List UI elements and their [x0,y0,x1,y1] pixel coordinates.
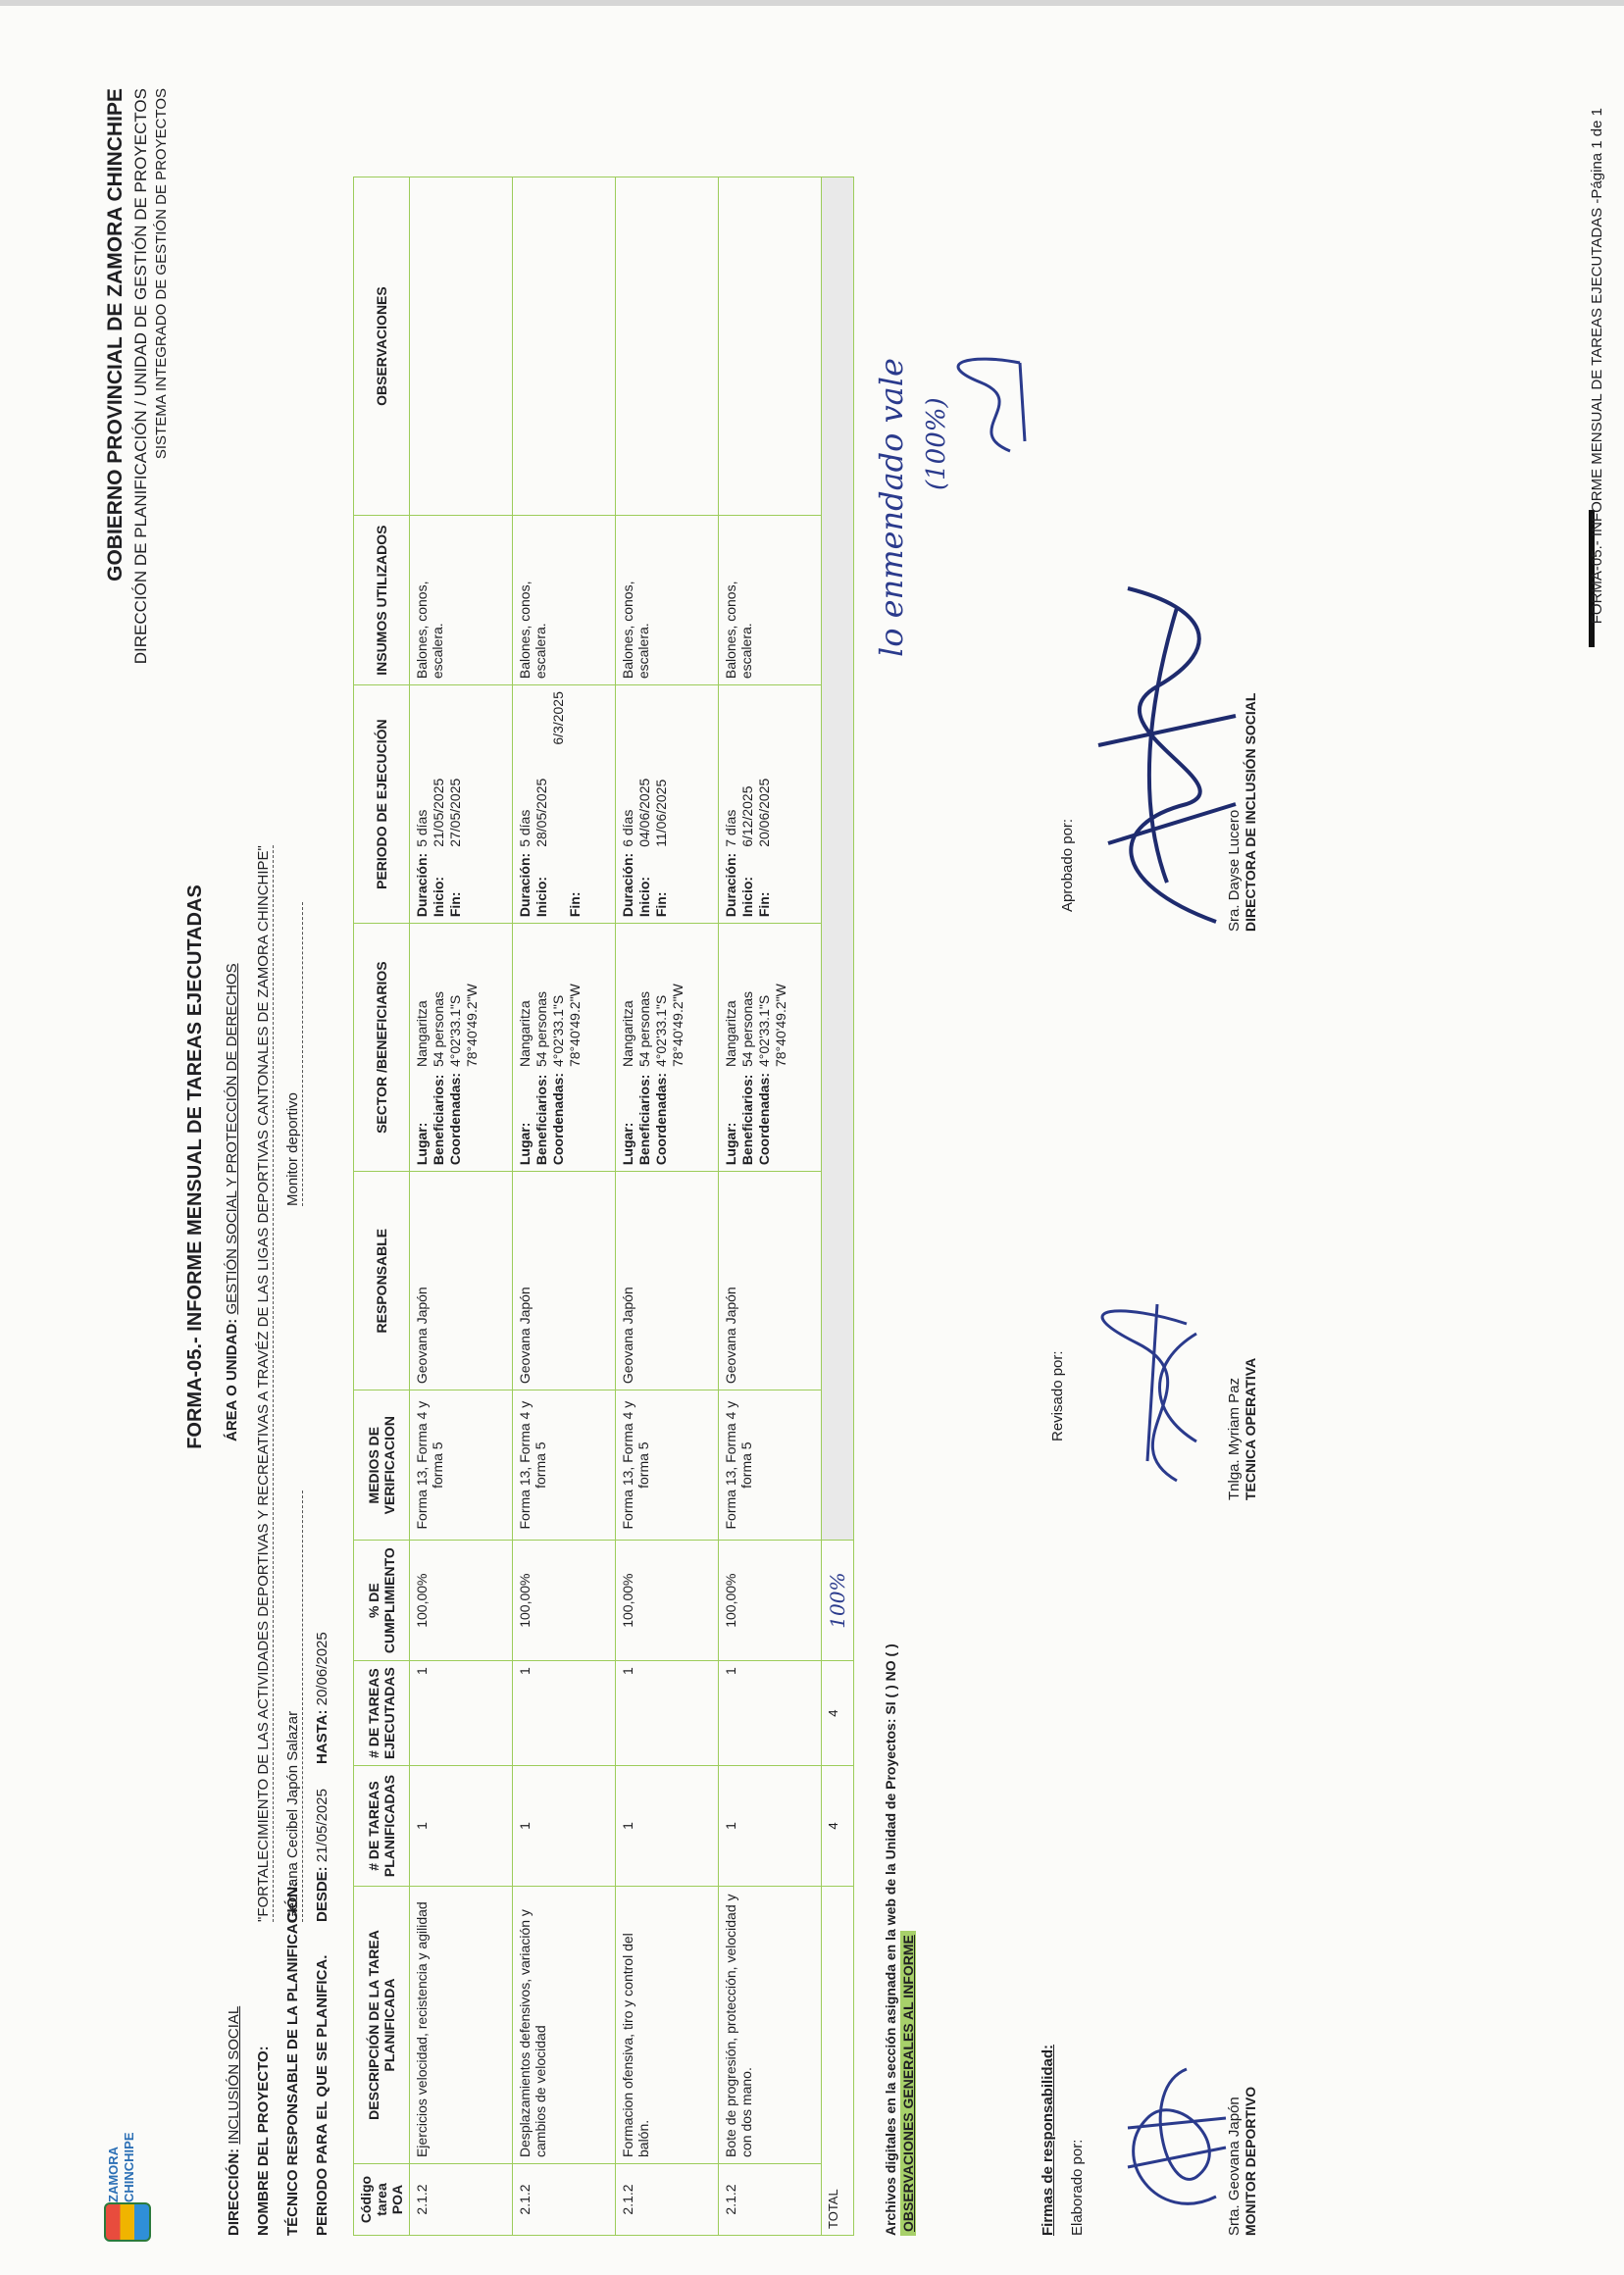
cell-observaciones [513,177,616,516]
revisado-name: Tnlga. Myriam Paz [1226,1377,1243,1500]
desde-value: 21/05/2025 [314,1789,330,1863]
sistema-heading: SISTEMA INTEGRADO DE GESTIÓN DE PROYECTOS [153,88,170,460]
lugar-label: Lugar: [414,1122,431,1166]
cell-sector [410,924,513,1172]
revisado-role: TECNICA OPERATIVA [1243,1357,1258,1500]
direccion-row [226,2006,242,2236]
cell-insumos: Balones, conos, escalera. [410,516,513,685]
coord-value: 4°02'33.1"S 78°40'49.2"W [446,984,480,1068]
cell-medios: Forma 13, Forma 4 y forma 5 [616,1390,719,1541]
tasks-table [353,177,854,2236]
duracion-label: Duración: [620,852,636,918]
zamora-chinchipe-logo [98,2132,153,2242]
area-line [224,963,240,1441]
aprobado-label: Aprobado por: [1059,818,1076,912]
benef-value: 54 personas [636,990,653,1068]
inicio-label: Inicio: [739,876,756,918]
table-header-row [354,177,410,2236]
hasta-label: HASTA: [314,1709,330,1765]
cell-cumplimiento: 100,00% [616,1541,719,1661]
total-label: TOTAL [822,1887,854,2236]
observaciones-generales: OBSERVACIONES GENERALES AL INFORME [900,1931,916,2236]
cell-medios: Forma 13, Forma 4 y forma 5 [410,1390,513,1541]
col-descripcion: DESCRIPCIÓN DE LA TAREA PLANIFICADA [354,1887,410,2164]
cell-observaciones [410,177,513,516]
duracion-value: 7 días [723,809,739,847]
col-planificadas: # DE TAREAS PLANIFICADAS [354,1766,410,1887]
direccion-heading: DIRECCIÓN DE PLANIFICACIÓN / UNIDAD DE GESTIÓN DE PROYECTOS [131,88,150,665]
coord-label: Coordenadas: [652,1073,669,1166]
cell-responsable: Geovana Japón [410,1172,513,1390]
aprobado-block [1226,693,1258,932]
page-footer: FORMA-05.- INFORME MENSUAL DE TAREAS EJECUTADAS -Página 1 de 1 [1589,108,1605,625]
desde-row [314,1632,330,1922]
duracion-value: 5 días [414,809,431,847]
duracion-value: 6 días [620,809,636,847]
col-sector: SECTOR /BENEFICIARIOS [354,924,410,1172]
cell-planificadas: 1 [616,1766,719,1887]
total-filler [822,177,854,1541]
cell-codigo: 2.1.2 [616,2164,719,2236]
direccion-label: DIRECCIÓN: [226,2148,242,2236]
cell-medios: Forma 13, Forma 4 y forma 5 [513,1390,616,1541]
cell-codigo: 2.1.2 [513,2164,616,2236]
benef-label: Beneficiarios: [431,1074,447,1166]
handwritten-initials [951,343,1040,461]
lugar-value: Nangaritza [723,1000,739,1068]
cell-observaciones [719,177,822,516]
cell-planificadas: 1 [410,1766,513,1887]
col-ejecutadas: # DE TAREAS EJECUTADAS [354,1661,410,1766]
duracion-value: 5 días [517,809,533,847]
benef-label: Beneficiarios: [739,1074,756,1166]
gov-heading: GOBIERNO PROVINCIAL DE ZAMORA CHINCHIPE [104,88,127,581]
duracion-label: Duración: [414,852,431,918]
cell-insumos: Balones, conos, escalera. [616,516,719,685]
col-periodo: PERIODO DE EJECUCIÓN [354,685,410,924]
shield-icon [104,2202,151,2242]
proyecto-value: "FORTALECIMIENTO DE LAS ACTIVIDADES DEPORTIVAS Y RECREATIVAS A TRAVÉZ DE LAS LIGAS DEPORTIVAS CANTONALES DE ZAMORA CHINCHIPE" [255,845,272,1922]
fin-label: Fin: [446,891,463,918]
area-value: GESTIÓN SOCIAL Y PROTECCIÓN DE DERECHOS [224,963,240,1315]
tecnico-value: Geovana Cecibel Japón Salazar [284,1491,303,1922]
total-planificadas: 4 [822,1766,854,1887]
cell-periodo [513,685,616,924]
cell-periodo [616,685,719,924]
inicio-label: Inicio: [431,876,447,918]
handwritten-note-2: (100%) [922,397,951,490]
cell-ejecutadas: 1 [719,1661,822,1766]
fin-value: 27/05/2025 [446,778,463,847]
hasta-value: 20/06/2025 [314,1632,330,1706]
inicio-extra: 6/3/2025 [549,691,566,745]
cell-codigo: 2.1.2 [719,2164,822,2236]
benef-value: 54 personas [431,990,447,1068]
tecnico-row [284,1882,301,2236]
cell-descripcion: Ejercicios velocidad, recistencia y agilidad [410,1887,513,2164]
fin-value [567,691,584,847]
lugar-label: Lugar: [723,1122,739,1166]
duracion-label: Duración: [723,852,739,918]
fin-label: Fin: [652,891,669,918]
area-label: ÁREA O UNIDAD: [224,1318,240,1441]
firmas-title: Firmas de responsabilidad: [1040,2044,1056,2236]
cell-planificadas: 1 [719,1766,822,1887]
table-row [616,177,719,2236]
cell-ejecutadas: 1 [410,1661,513,1766]
inicio-value: 28/05/2025 6/3/2025 [533,691,566,847]
periodo-row [314,1955,330,2236]
proyecto-row [255,2046,272,2236]
archivos-note: Archivos digitales en la sección asignada en la web de la Unidad de Proyectos: SI ( ) NO ( ) [883,1643,898,2236]
elaborado-block [1226,2087,1258,2236]
cell-observaciones [616,177,719,516]
lugar-label: Lugar: [517,1122,533,1166]
elaborado-label: Elaborado por: [1069,2139,1086,2236]
cell-descripcion: Formacion ofensiva, tiro y control del balón. [616,1887,719,2164]
coord-label: Coordenadas: [446,1073,463,1166]
inicio-value: 21/05/2025 [431,778,447,847]
tecnico-label: TÉCNICO RESPONSABLE DE LA PLANIFICACIÓN: [284,1881,301,2236]
cell-ejecutadas: 1 [616,1661,719,1766]
coord-value: 4°02'33.1"S 78°40'49.2"W [755,984,788,1068]
cell-codigo: 2.1.2 [410,2164,513,2236]
coord-label: Coordenadas: [549,1073,566,1166]
desde-label: DESDE: [314,1866,330,1922]
cell-sector [616,924,719,1172]
col-medios: MEDIOS DE VERIFICACION [354,1390,410,1541]
cell-responsable: Geovana Japón [513,1172,616,1390]
aprobado-role: DIRECTORA DE INCLUSIÓN SOCIAL [1243,692,1258,932]
cell-sector [513,924,616,1172]
coord-value: 4°02'33.1"S 78°40'49.2"W [549,984,583,1068]
table-row [719,177,822,2236]
proyecto-label: NOMBRE DEL PROYECTO: [255,2046,272,2236]
cell-sector [719,924,822,1172]
revisado-label: Revisado por: [1049,1350,1066,1441]
table-row [410,177,513,2236]
cell-responsable: Geovana Japón [719,1172,822,1390]
col-responsable: RESPONSABLE [354,1172,410,1390]
lugar-value: Nangaritza [620,1000,636,1068]
fin-label: Fin: [566,891,583,918]
table-row [513,177,616,2236]
aprobado-name: Sra. Dayse Lucero [1226,809,1243,932]
col-codigo: Código tarea POA [354,2164,410,2236]
inicio-label: Inicio: [533,876,550,918]
benef-value: 54 personas [739,990,756,1068]
scan-edge [0,0,1624,6]
total-ejecutadas: 4 [822,1661,854,1766]
benef-label: Beneficiarios: [636,1074,653,1166]
document-title: FORMA-05.- INFORME MENSUAL DE TAREAS EJECUTADAS [184,885,206,1449]
fin-label: Fin: [755,891,772,918]
cell-periodo [410,685,513,924]
cell-insumos: Balones, conos, escalera. [513,516,616,685]
col-insumos: INSUMOS UTILIZADOS [354,516,410,685]
cell-descripcion: Desplazamientos defensivos, variación y cambios de velocidad [513,1887,616,2164]
lugar-value: Nangaritza [517,1000,533,1068]
lugar-value: Nangaritza [414,1000,431,1068]
total-row [822,177,854,2236]
handwritten-note-1: lo enmendado vale [873,358,910,657]
fin-value: 20/06/2025 [755,778,772,847]
col-cumplimiento: % DE CUMPLIMIENTO [354,1541,410,1661]
elaborado-role: MONITOR DEPORTIVO [1243,2086,1258,2236]
col-observaciones: OBSERVACIONES [354,177,410,516]
cell-responsable: Geovana Japón [616,1172,719,1390]
cell-descripcion: Bote de progresión, protección, velocidad y con dos mano. [719,1887,822,2164]
coord-label: Coordenadas: [755,1073,772,1166]
cargo-value: Monitor deportivo [284,902,303,1206]
revisado-block [1226,1358,1258,1500]
inicio-value: 04/06/2025 [636,778,653,847]
cell-insumos: Balones, conos, escalera. [719,516,822,685]
cell-ejecutadas: 1 [513,1661,616,1766]
elaborado-name: Srta. Geovana Japón [1226,2097,1243,2236]
cell-cumplimiento: 100,00% [719,1541,822,1661]
benef-label: Beneficiarios: [533,1074,550,1166]
logo-line1: ZAMORA [106,2146,121,2202]
total-cumplimiento-handwritten: 100% [822,1541,854,1661]
benef-value: 54 personas [533,990,550,1068]
inicio-value: 6/12/2025 [739,785,756,847]
duracion-label: Duración: [517,852,533,918]
inicio-label: Inicio: [636,876,653,918]
cell-planificadas: 1 [513,1766,616,1887]
lugar-label: Lugar: [620,1122,636,1166]
periodo-label: PERIODO PARA EL QUE SE PLANIFICA. [314,1954,330,2236]
logo-line2: CHINCHIPE [122,2132,136,2202]
fin-value: 11/06/2025 [652,779,669,847]
signature-elaborado [1098,2040,1245,2236]
coord-value: 4°02'33.1"S 78°40'49.2"W [652,984,685,1068]
cell-cumplimiento: 100,00% [410,1541,513,1661]
direccion-value: INCLUSIÓN SOCIAL [226,2005,242,2145]
cell-medios: Forma 13, Forma 4 y forma 5 [719,1390,822,1541]
signature-revisado [1089,1285,1226,1500]
cell-cumplimiento: 100,00% [513,1541,616,1661]
cell-periodo [719,685,822,924]
rotated-document-sheet [98,88,1608,2246]
